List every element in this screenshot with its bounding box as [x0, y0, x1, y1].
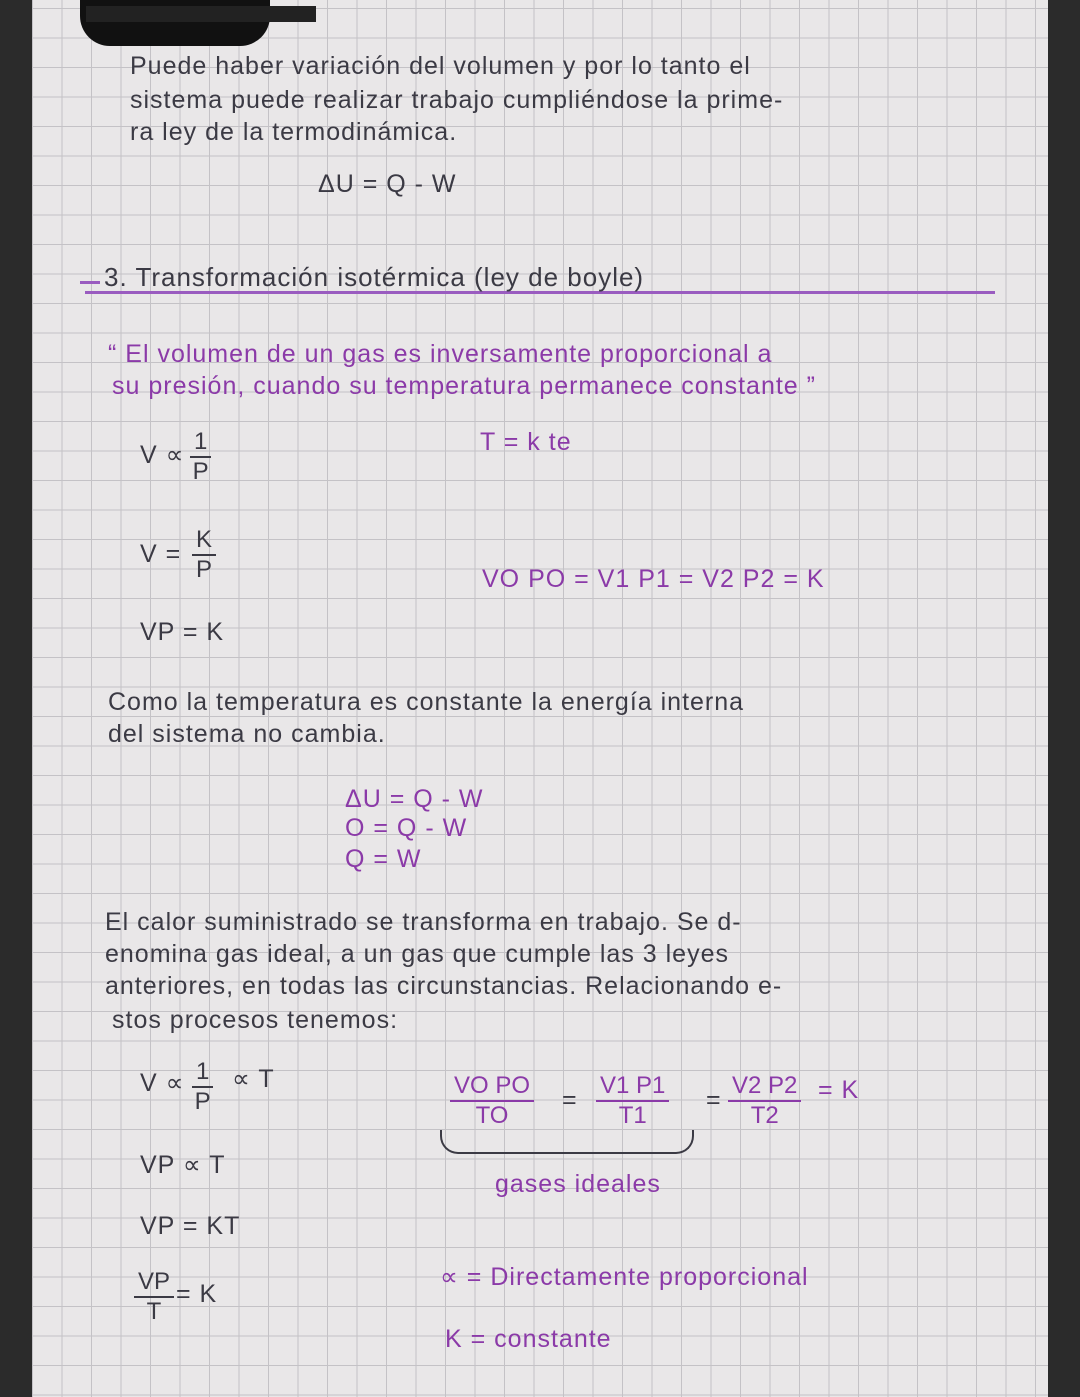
ideal-paragraph: stos procesos tenemos:	[112, 1006, 399, 1034]
temperature-constant: T = k te	[480, 428, 572, 456]
relation-1-tail: ∝ T	[232, 1065, 275, 1093]
relation-1: V ∝	[140, 1069, 185, 1097]
explanation: Como la temperatura es constante la energía interna	[108, 688, 745, 716]
numerator: 1	[190, 428, 211, 458]
relation-4-tail: = K	[176, 1280, 218, 1308]
fraction	[450, 1072, 534, 1130]
fraction	[134, 1268, 174, 1326]
vp-formula: VP = K	[140, 618, 225, 646]
numerator: V2 P2	[728, 1072, 801, 1102]
denominator: P	[192, 458, 209, 485]
energy-eq: O = Q - W	[345, 814, 468, 842]
fraction	[596, 1072, 669, 1130]
ideal-paragraph: El calor suministrado se transforma en trabajo. Se d-	[105, 908, 742, 936]
numerator: V1 P1	[596, 1072, 669, 1102]
fraction	[192, 526, 216, 584]
numerator: VP	[134, 1268, 174, 1298]
fraction	[190, 428, 211, 486]
denominator: TO	[475, 1102, 509, 1129]
denominator: T1	[618, 1102, 647, 1129]
proportion-formula: V ∝	[140, 441, 185, 469]
denominator: T	[146, 1298, 162, 1325]
intro-line: sistema puede realizar trabajo cumpliéndose la prime-	[130, 86, 784, 114]
numerator: K	[192, 526, 216, 556]
ideal-constant: = K	[818, 1076, 860, 1104]
brace	[440, 1130, 694, 1154]
energy-eq: ΔU = Q - W	[345, 785, 484, 813]
ideal-paragraph: anteriores, en todas las circunstancias. Relacionando e-	[105, 972, 783, 1000]
volume-formula: V =	[140, 540, 182, 568]
fraction	[728, 1072, 801, 1130]
first-law-formula: ΔU = Q - W	[318, 170, 457, 198]
intro-line: Puede haber variación del volumen y por lo tanto el	[130, 52, 751, 80]
k-definition: K = constante	[445, 1325, 612, 1353]
fraction	[192, 1058, 213, 1116]
relation-2: VP ∝ T	[140, 1151, 226, 1179]
denominator: P	[196, 556, 213, 583]
equals: =	[706, 1086, 722, 1114]
denominator: P	[194, 1088, 211, 1115]
binder-clip-bar	[86, 6, 316, 22]
ideal-paragraph: enomina gas ideal, a un gas que cumple las 3 leyes	[105, 940, 729, 968]
relation-3: VP = KT	[140, 1212, 241, 1240]
numerator: 1	[192, 1058, 213, 1088]
denominator: T2	[750, 1102, 779, 1129]
law-quote: su presión, cuando su temperatura permanece constante ”	[112, 372, 816, 400]
divider-dash	[80, 281, 100, 284]
numerator: VO PO	[450, 1072, 534, 1102]
brace-label: gases ideales	[495, 1170, 661, 1198]
intro-line: ra ley de la termodinámica.	[130, 118, 458, 146]
explanation: del sistema no cambia.	[108, 720, 386, 748]
law-quote: “ El volumen de un gas es inversamente proporcional a	[108, 340, 773, 368]
boyle-chain: VO PO = V1 P1 = V2 P2 = K	[482, 565, 825, 593]
energy-eq: Q = W	[345, 845, 422, 873]
alpha-definition: ∝ = Directamente proporcional	[440, 1263, 809, 1291]
equals: =	[562, 1086, 578, 1114]
section-title: 3. Transformación isotérmica (ley de boyle)	[104, 262, 645, 292]
